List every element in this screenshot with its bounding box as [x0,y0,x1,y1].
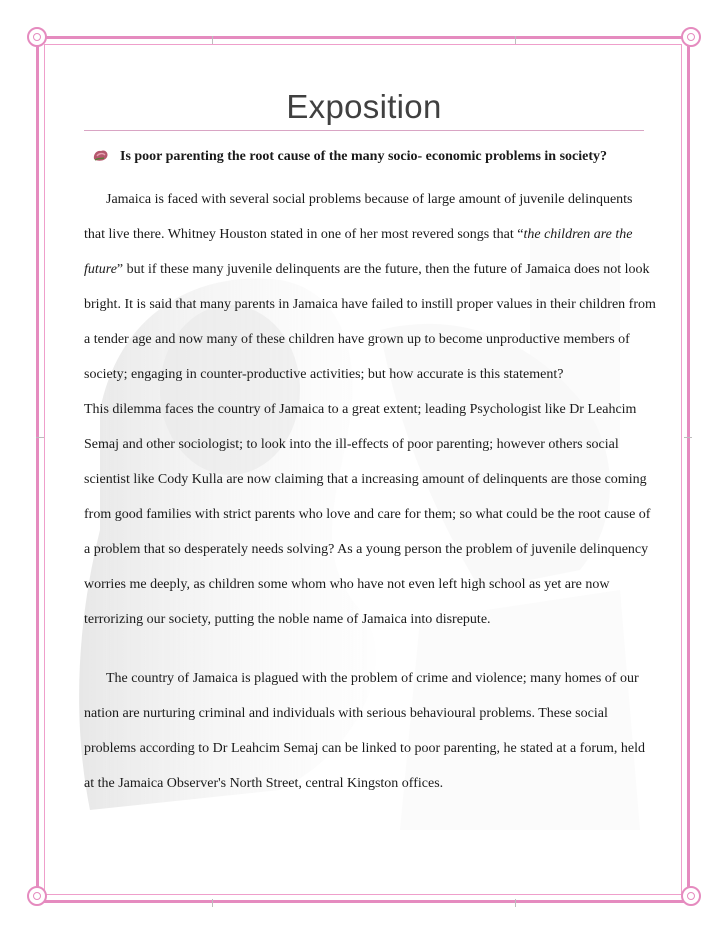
corner-ornament-icon [681,27,701,47]
corner-ornament-icon [681,886,701,906]
border-tick [212,899,213,907]
border-tick [515,899,516,907]
essay-body [84,182,656,801]
page-title: Exposition [286,88,442,125]
flower-bullet-icon [92,147,110,168]
song-quote: the children are the future [84,227,633,277]
border-tick [212,36,213,44]
border-tick [36,437,44,438]
title-divider [84,130,644,131]
border-tick [515,36,516,44]
border-tick [684,437,692,438]
question-heading [92,147,652,168]
paragraph-3: The country of Jamaica is plagued with the problem of crime and violence; many homes of our nation are nurturing criminal and individuals with serious behavioural problems. These social problems according to Dr Leahcim Semaj can be linked to poor parenting, he stated at a forum, held at the Jamaica Observer's North Street, central Kingston offices. [84,671,645,791]
corner-ornament-icon [27,886,47,906]
paragraph-1-text-b: ” but if these many juvenile delinquents are the future, then the future of Jamaica does not look bright. It is said that many parents in Jamaica have failed to instill proper values in their children from a tender age and now many of these children have grown up to become unproductive members of society; engaging in counter-productive activities; but how accurate is this statement? [84,262,656,382]
corner-ornament-icon [27,27,47,47]
question-text: Is poor parenting the root cause of the many socio- economic problems in society? [120,149,607,164]
paragraph-1 [84,182,656,392]
paragraph-1-text-a: Jamaica is faced with several social problems because of large amount of juvenile delinquents that live there. Whitney Houston stated in one of her most revered songs that “ [84,192,633,242]
paragraph-2: This dilemma faces the country of Jamaica to a great extent; leading Psychologist like Dr Leahcim Semaj and other sociologist; to look into the ill-effects of poor parenting; however others social scientist like Cody Kulla are now claiming that a increasing amount of delinquents are those coming from good families with strict parents who love and care for them; so what could be the root cause of a problem that so desperately needs solving? As a young person the problem of juvenile delinquency worries me deeply, as children some whom who have not even left high school as yet are now terrorizing our society, putting the noble name of Jamaica into disrepute. [84,402,651,627]
